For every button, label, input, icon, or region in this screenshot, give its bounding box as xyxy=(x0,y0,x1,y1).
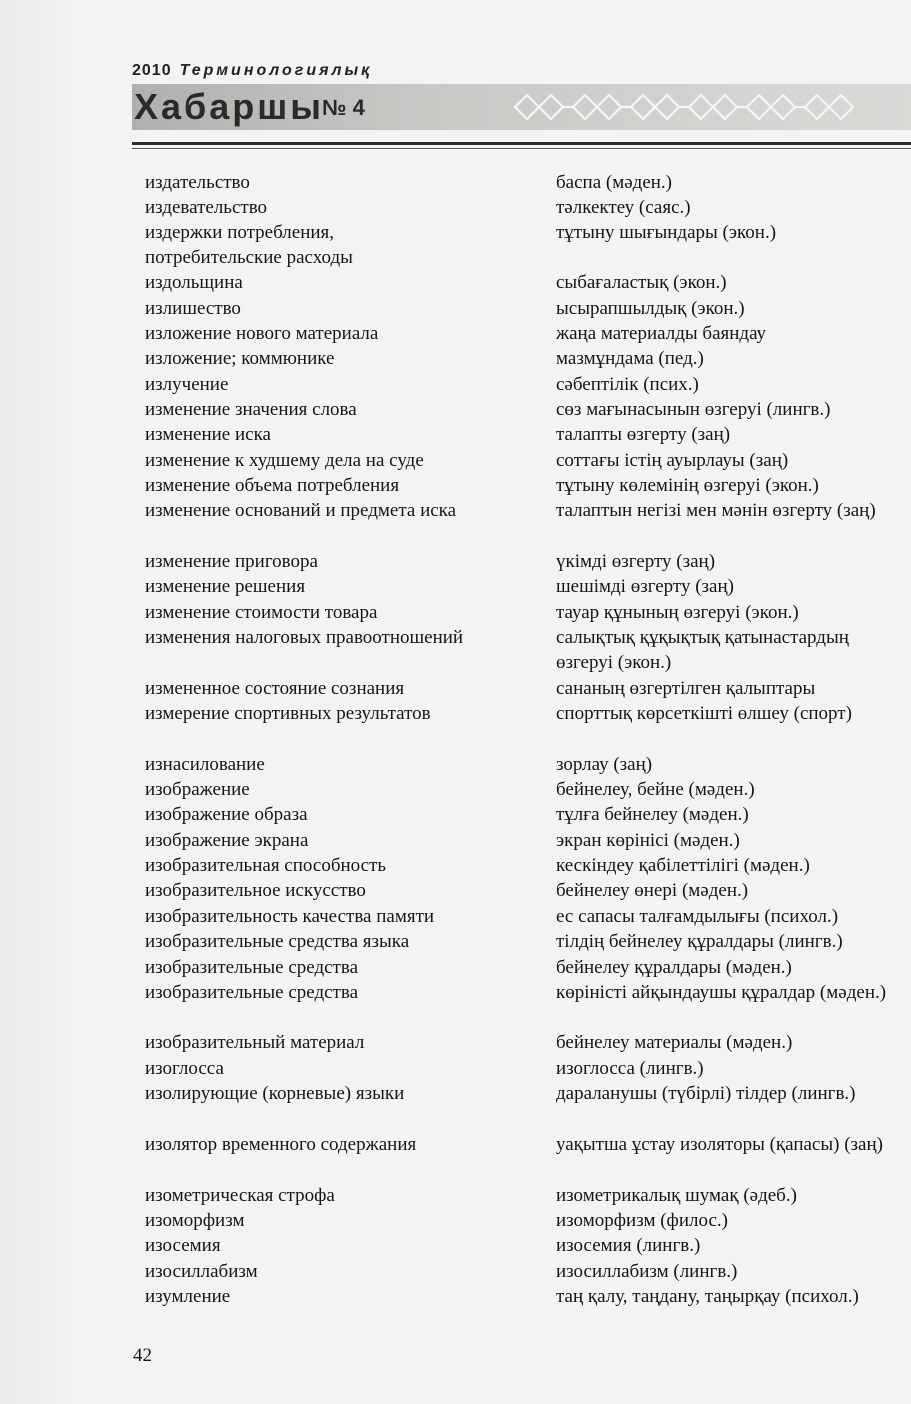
entry-kazakh: мазмұндама (пед.) xyxy=(556,348,704,369)
entry-kazakh: сәбептілік (псих.) xyxy=(556,374,699,395)
entry-kazakh: спорттық көрсеткішті өлшеу (спорт) xyxy=(556,703,852,724)
page-edge-shadow xyxy=(0,0,70,1404)
issue-number: № 4 xyxy=(322,95,365,120)
entry-russian: изнасилование xyxy=(145,754,265,775)
entry-russian: изолятор временного содержания xyxy=(145,1134,417,1155)
header-year: 2010 xyxy=(132,62,172,79)
entry-russian: излишество xyxy=(145,298,241,319)
entry-kazakh: изоморфизм (филос.) xyxy=(556,1210,728,1231)
entry-kazakh: изометрикалық шумақ (әдеб.) xyxy=(556,1185,797,1206)
entry-kazakh: таң қалу, таңдану, таңырқау (психол.) xyxy=(556,1286,859,1307)
entry-russian: изложение нового материала xyxy=(145,323,379,344)
entry-russian: изоморфизм xyxy=(145,1210,245,1231)
entry-kazakh: сыбағаластық (экон.) xyxy=(556,272,727,293)
entry-kazakh: уақытша ұстау изоляторы (қапасы) (заң) xyxy=(556,1134,883,1155)
entry-russian: издержки потребления, xyxy=(145,222,335,243)
entry-russian: изменение стоимости товара xyxy=(145,602,378,623)
entry-kazakh: зорлау (заң) xyxy=(556,754,653,775)
entry-russian: изобразительность качества памяти xyxy=(145,906,435,927)
entry-kazakh: тұтыну шығындары (экон.) xyxy=(556,222,777,243)
entry-russian: изменение к худшему дела на суде xyxy=(145,450,424,471)
header-banner xyxy=(132,84,911,130)
entry-russian: излучение xyxy=(145,374,229,395)
journal-header xyxy=(132,62,911,152)
entry-kazakh: бейнелеу материалы (мәден.) xyxy=(556,1032,793,1053)
entry-russian: изображение образа xyxy=(145,804,308,825)
entry-russian: издевательство xyxy=(145,197,268,218)
entry-kazakh: тұтыну көлемінің өзгеруі (экон.) xyxy=(556,475,819,496)
entry-russian: изменение приговора xyxy=(145,551,318,572)
entry-russian: изосемия xyxy=(145,1235,221,1256)
entry-kazakh: көріністі айқындаушы құралдар (мәден.) xyxy=(556,982,887,1003)
page-number: 42 xyxy=(133,1345,152,1366)
entry-kazakh: үкімді өзгерту (заң) xyxy=(556,551,716,572)
entry-russian: изобразительные средства xyxy=(145,957,359,978)
header-kicker xyxy=(132,62,372,80)
entry-kazakh: тілдің бейнелеу құралдары (лингв.) xyxy=(556,931,843,952)
entry-russian: изобразительное искусство xyxy=(145,880,366,901)
entry-russian: изумление xyxy=(145,1286,231,1307)
entry-kazakh: бейнелеу құралдары (мәден.) xyxy=(556,957,792,978)
entry-kazakh: изоглосса (лингв.) xyxy=(556,1058,704,1079)
entry-russian: издательство xyxy=(145,172,250,193)
entry-kazakh: изосиллабизм (лингв.) xyxy=(556,1261,738,1282)
entry-russian: изменение решения xyxy=(145,576,306,597)
entry-russian: изложение; коммюнике xyxy=(145,348,335,369)
journal-title: Хабаршы xyxy=(134,86,325,127)
entry-russian: измерение спортивных результатов xyxy=(145,703,431,724)
entry-russian: изменение оснований и предмета иска xyxy=(145,500,457,521)
entry-kazakh: салықтық құқықтық қатынастардың өзгеруі (экон.) xyxy=(556,627,849,674)
entry-russian: издольщина xyxy=(145,272,243,293)
entry-russian: изометрическая строфа xyxy=(145,1185,335,1206)
entry-russian: изменение значения слова xyxy=(145,399,357,420)
entry-kazakh: сөз мағынасынын өзгеруі (лингв.) xyxy=(556,399,831,420)
header-kicker-text: Терминологиялық xyxy=(179,62,373,79)
entry-kazakh: изосемия (лингв.) xyxy=(556,1235,701,1256)
entry-kazakh: соттағы істің ауырлауы (заң) xyxy=(556,450,789,471)
entry-kazakh: тұлға бейнелеу (мәден.) xyxy=(556,804,749,825)
entry-kazakh: баспа (мәден.) xyxy=(556,172,673,193)
entry-kazakh: сананың өзгертілген қалыптары xyxy=(556,678,816,699)
entry-kazakh: тауар құнының өзгеруі (экон.) xyxy=(556,602,799,623)
entry-russian: изменение иска xyxy=(145,424,271,445)
entry-kazakh: ес сапасы талғамдылығы (психол.) xyxy=(556,906,839,927)
entry-russian: изображение экрана xyxy=(145,830,309,851)
entry-kazakh: тәлкектеу (саяс.) xyxy=(556,197,691,218)
entry-russian: изоглосса xyxy=(145,1058,224,1079)
header-rule-thin xyxy=(132,148,911,149)
entry-russian: изменения налоговых правоотношений xyxy=(145,627,464,648)
entry-russian: изобразительные средства xyxy=(145,982,359,1003)
entry-kazakh: бейнелеу өнері (мәден.) xyxy=(556,880,749,901)
entry-kazakh: шешімді өзгерту (заң) xyxy=(556,576,734,597)
entry-russian: потребительские расходы xyxy=(145,247,353,268)
ornament-pattern-icon xyxy=(510,90,860,124)
entry-kazakh: бейнелеу, бейне (мәден.) xyxy=(556,779,755,800)
entry-russian: изолирующие (корневые) языки xyxy=(145,1083,405,1104)
entry-kazakh: кескіндеу қабілеттілігі (мәден.) xyxy=(556,855,810,876)
entry-kazakh: талапты өзгерту (заң) xyxy=(556,424,731,445)
entry-russian: изображение xyxy=(145,779,250,800)
entry-kazakh: ысырапшылдық (экон.) xyxy=(556,298,745,319)
entry-russian: изобразительный материал xyxy=(145,1032,365,1053)
entry-kazakh: талаптын негізі мен мәнін өзгерту (заң) xyxy=(556,500,876,521)
entry-kazakh: экран көрінісі (мәден.) xyxy=(556,830,740,851)
entry-russian: изобразительная способность xyxy=(145,855,387,876)
entry-russian: изосиллабизм xyxy=(145,1261,258,1282)
entry-russian: изобразительные средства языка xyxy=(145,931,410,952)
entry-russian: измененное состояние сознания xyxy=(145,678,405,699)
entry-kazakh: дараланушы (түбірлі) тілдер (лингв.) xyxy=(556,1083,856,1104)
entry-kazakh: жаңа материалды баяндау xyxy=(556,323,767,344)
header-rule-thick xyxy=(132,142,911,145)
entry-russian: изменение объема потребления xyxy=(145,475,400,496)
